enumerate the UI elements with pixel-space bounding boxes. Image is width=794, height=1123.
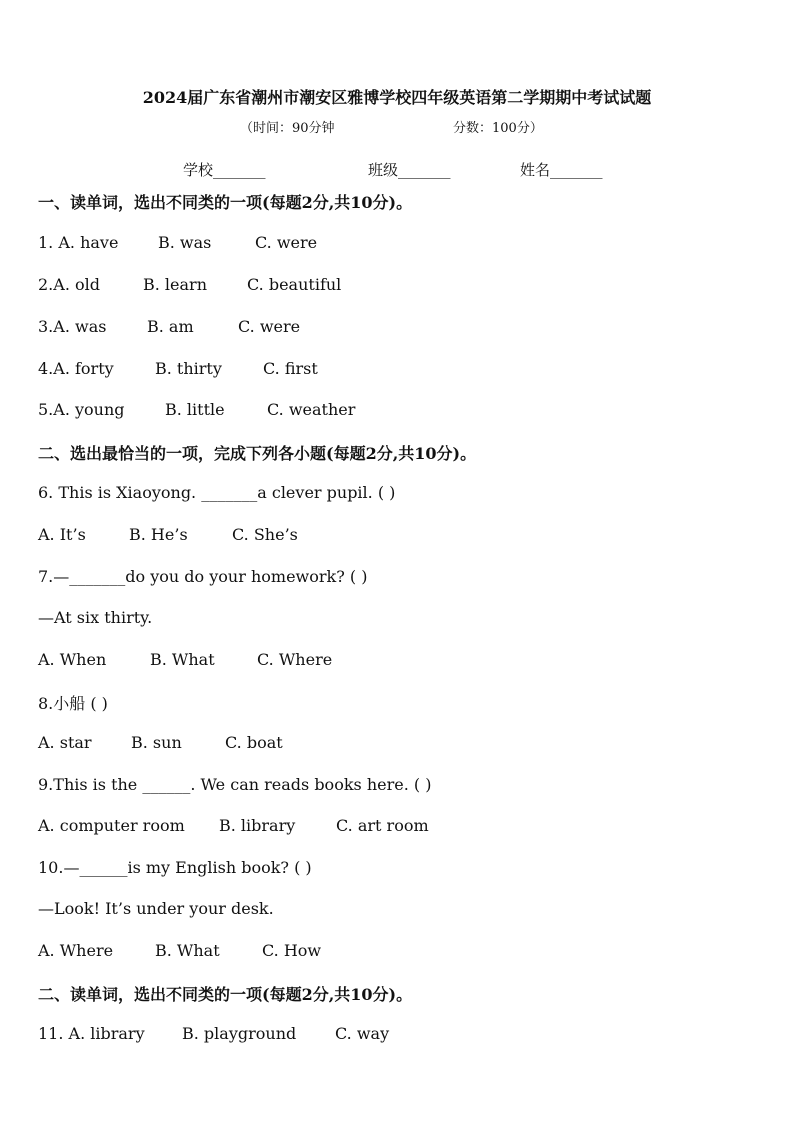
question-7-stem: 7.—_______do you do your homework? ( ) bbox=[38, 567, 368, 586]
exam-score: 分数：100分） bbox=[453, 121, 543, 136]
question-8-option-c: C. boat bbox=[225, 733, 283, 752]
question-6-option-a: A. It’s bbox=[38, 525, 86, 544]
section-heading-3: 二、读单词，选出不同类的一项(每题2分,共10分)。 bbox=[38, 985, 413, 1004]
question-1-option-b: B. was bbox=[158, 233, 212, 252]
question-11-option-b: B. playground bbox=[182, 1024, 297, 1043]
question-4-option-b: B. thirty bbox=[155, 359, 222, 378]
question-8-option-a: A. star bbox=[38, 733, 92, 752]
class-field: 班级_______ bbox=[368, 161, 451, 179]
question-10-option-c: C. How bbox=[262, 941, 322, 960]
question-2-option-b: B. learn bbox=[143, 275, 208, 294]
question-11-option-c: C. way bbox=[335, 1024, 390, 1043]
question-8-stem: 8.小船 ( ) bbox=[38, 694, 108, 713]
page-title: 2024届广东省潮州市潮安区雅博学校四年级英语第二学期期中考试试题 bbox=[142, 88, 652, 107]
question-9-stem: 9.This is the ______. We can reads books here. ( ) bbox=[38, 775, 432, 794]
question-11: 11. A. library bbox=[38, 1024, 145, 1043]
question-5-option-b: B. little bbox=[165, 400, 225, 419]
question-7-option-a: A. When bbox=[38, 650, 107, 669]
question-5-option-c: C. weather bbox=[267, 400, 356, 419]
question-10-option-b: B. What bbox=[155, 941, 220, 960]
question-9-option-b: B. library bbox=[219, 816, 296, 835]
question-5: 5.A. young bbox=[38, 400, 125, 419]
question-3-option-b: B. am bbox=[147, 317, 194, 336]
question-3: 3.A. was bbox=[38, 317, 107, 336]
question-10-option-a: A. Where bbox=[38, 941, 114, 960]
section-heading-2: 二、选出最恰当的一项，完成下列各小题(每题2分,共10分)。 bbox=[38, 444, 477, 463]
exam-time: （时间：90分钟 bbox=[240, 121, 335, 136]
name-field: 姓名_______ bbox=[520, 161, 603, 179]
question-4-option-c: C. first bbox=[263, 359, 318, 378]
question-8-option-b: B. sun bbox=[131, 733, 182, 752]
question-1-option-c: C. were bbox=[255, 233, 318, 252]
question-3-option-c: C. were bbox=[238, 317, 301, 336]
question-7-option-c: C. Where bbox=[257, 650, 333, 669]
question-9-option-a: A. computer room bbox=[38, 816, 185, 835]
question-6-option-b: B. He’s bbox=[129, 525, 188, 544]
question-2-option-c: C. beautiful bbox=[247, 275, 342, 294]
question-10-stem: 10.—______is my English book? ( ) bbox=[38, 858, 312, 877]
school-field: 学校_______ bbox=[183, 161, 266, 179]
question-9-option-c: C. art room bbox=[336, 816, 429, 835]
question-7-option-b: B. What bbox=[150, 650, 215, 669]
question-10-answer-line: —Look! It’s under your desk. bbox=[38, 899, 274, 918]
question-1: 1. A. have bbox=[38, 233, 119, 252]
question-6-stem: 6. This is Xiaoyong. _______a clever pupil. ( ) bbox=[38, 483, 396, 502]
question-4: 4.A. forty bbox=[38, 359, 114, 378]
section-heading-1: 一、读单词，选出不同类的一项(每题2分,共10分)。 bbox=[38, 193, 413, 212]
question-2: 2.A. old bbox=[38, 275, 100, 294]
question-7-answer-line: —At six thirty. bbox=[38, 608, 153, 627]
question-6-option-c: C. She’s bbox=[232, 525, 298, 544]
